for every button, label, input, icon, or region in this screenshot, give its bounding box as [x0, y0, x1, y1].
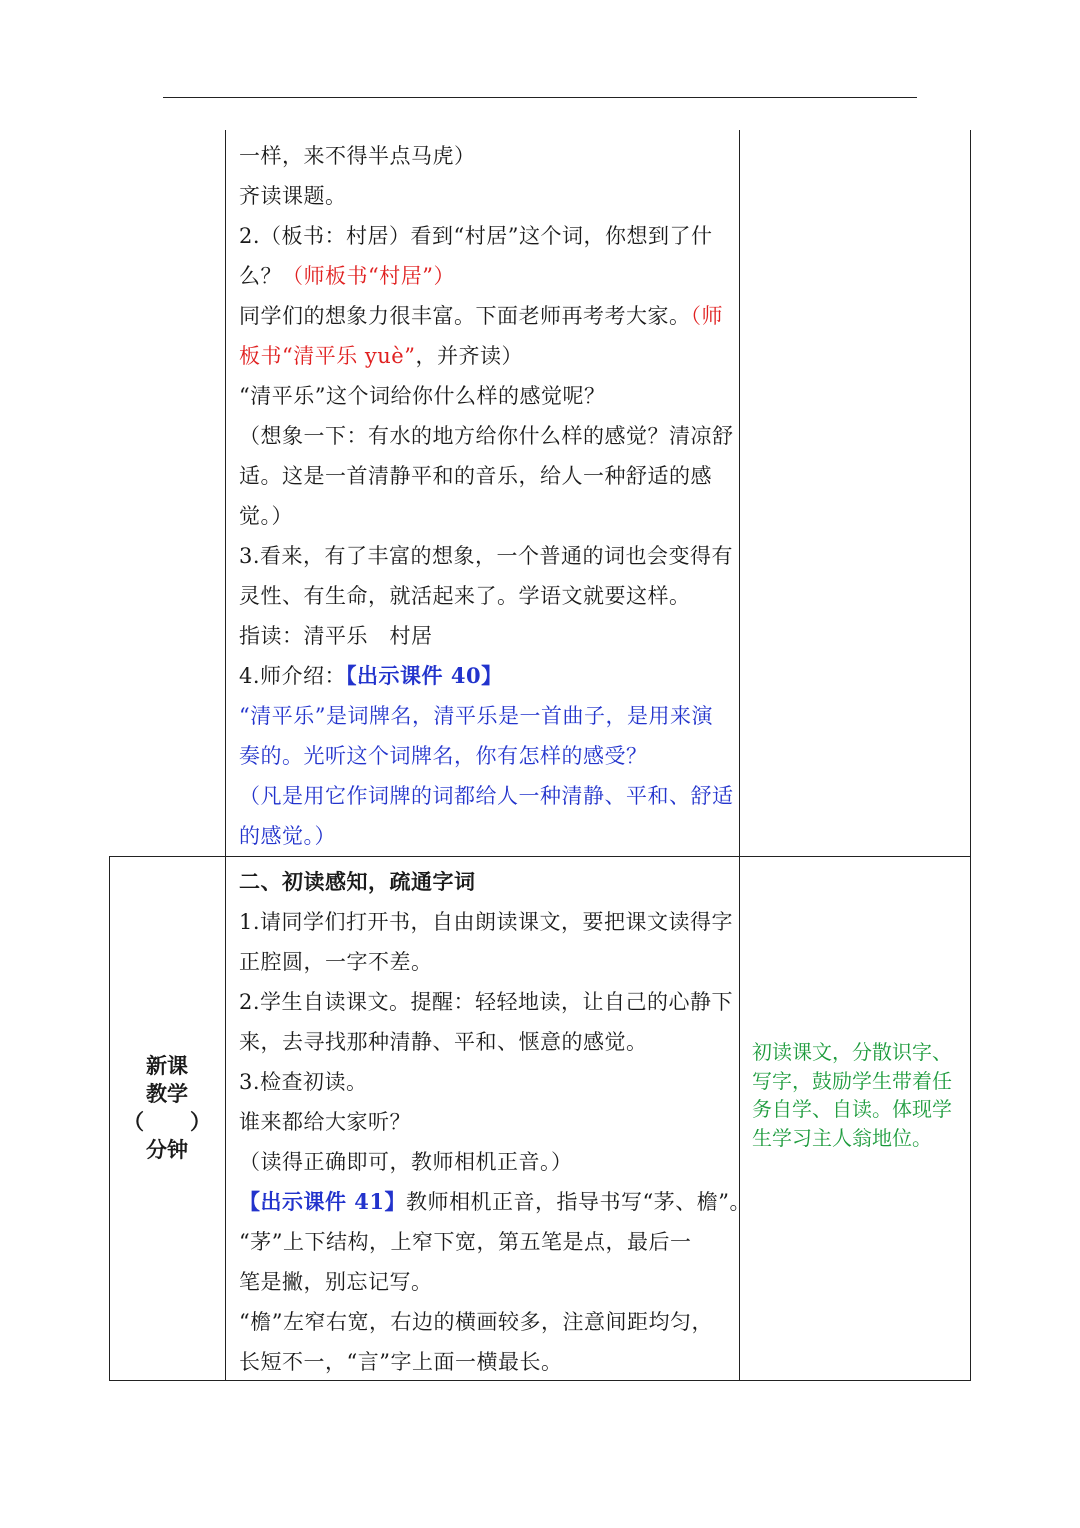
label-line: 教学 [146, 1081, 188, 1106]
board-note-red: （师 [690, 304, 723, 328]
text-line: （想象一下：有水的地方给你什么样的感觉？清凉舒 [239, 424, 734, 448]
text-line: “茅”上下结构，上窄下宽，第五笔是点，最后一 [239, 1230, 692, 1254]
label-line: 分钟 [146, 1137, 188, 1162]
text-line: 同学们的想象力很丰富。下面老师再考考大家。（师 [239, 304, 723, 328]
text-line: 齐读课题。 [239, 184, 347, 208]
part2-content [239, 862, 752, 1382]
header-rule [163, 97, 917, 98]
part1-content [239, 136, 739, 856]
table-col-divider-1 [225, 130, 226, 1381]
text-line: 么？（师板书“村居”） [239, 264, 455, 288]
table-row-divider [109, 856, 971, 857]
text-line: 来，去寻找那种清静、平和、惬意的感觉。 [239, 1030, 648, 1054]
text-line: 谁来都给大家听？ [239, 1110, 411, 1134]
text-line-blue: “清平乐”是词牌名，清平乐是一首曲子，是用来演 [239, 704, 713, 728]
text-line-blue: 奏的。光听这个词牌名，你有怎样的感受？ [239, 744, 648, 768]
text-line: 【出示课件 41】教师相机正音，指导书写“茅、檐”。 [239, 1189, 752, 1214]
text-line: 2.（板书：村居）看到“村居”这个词，你想到了什 [239, 224, 713, 248]
text-line: 1.请同学们打开书，自由朗读课文，要把课文读得字 [239, 910, 734, 934]
text-line: 指读：清平乐 村居 [239, 624, 433, 648]
text-line: （读得正确即可，教师相机正音。） [239, 1150, 573, 1174]
lesson-table [109, 130, 971, 1381]
text-line: 笔是撇，别忘记写。 [239, 1270, 433, 1294]
table-right-border [970, 130, 971, 1381]
design-note: 初读课文，分散识字、写字，鼓励学生带着任务自学、自读。体现学生学习主人翁地位。 [752, 1040, 952, 1150]
text-line: 一样，来不得半点马虎） [239, 144, 476, 168]
text-line: 板书“清平乐 yuè”，并齐读） [239, 344, 523, 368]
board-note-red: 板书“清平乐 yuè” [239, 344, 416, 368]
text-line: 3.看来，有了丰富的想象，一个普通的词也会变得有 [239, 544, 734, 568]
text-line-blue: 的感觉。） [239, 824, 336, 848]
text-line: 正腔圆，一字不差。 [239, 950, 433, 974]
text-line: “檐”左窄右宽，右边的横画较多，注意间距均匀， [239, 1310, 713, 1334]
text-line: 觉。） [239, 504, 293, 528]
board-note-red: （师板书“村居”） [282, 264, 455, 288]
text-line: 适。这是一首清静平和的音乐，给人一种舒适的感 [239, 464, 712, 488]
text-line: 长短不一，“言”字上面一横最长。 [239, 1350, 563, 1374]
text-line: 灵性、有生命，就活起来了。学语文就要这样。 [239, 584, 691, 608]
label-line: 新课 [146, 1053, 188, 1078]
text-line: “清平乐”这个词给你什么样的感觉呢？ [239, 384, 606, 408]
minutes-blank: （ ） [123, 1109, 211, 1134]
text-line: 4.师介绍：【出示课件 40】 [239, 663, 503, 688]
section-label [109, 1052, 225, 1164]
courseware-tag: 【出示课件 40】 [346, 663, 503, 688]
section-heading: 二、初读感知，疏通字词 [239, 869, 476, 894]
courseware-tag: 【出示课件 41】 [239, 1189, 407, 1214]
text-line-blue: （凡是用它作词牌的词都给人一种清静、平和、舒适 [239, 784, 734, 808]
text-line: 2.学生自读课文。提醒：轻轻地读，让自己的心静下 [239, 990, 734, 1014]
text-line: 3.检查初读。 [239, 1070, 368, 1094]
